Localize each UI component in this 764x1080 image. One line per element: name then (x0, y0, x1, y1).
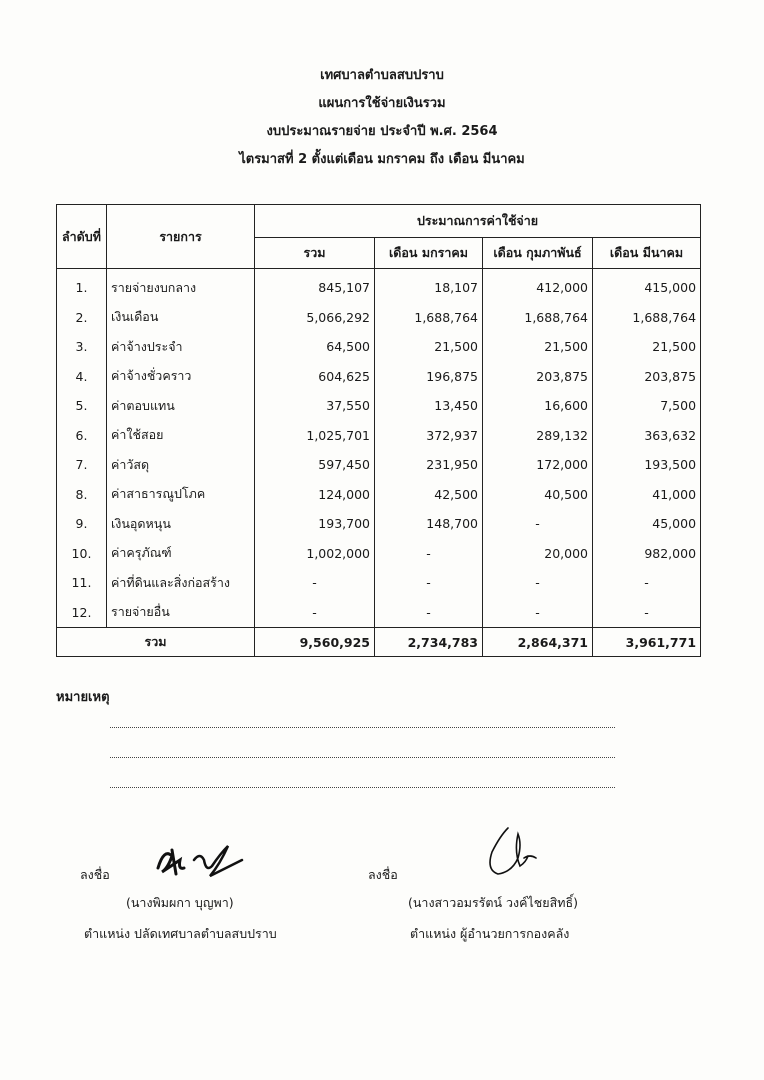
right-signer-position: ตำแหน่ง ผู้อำนวยการกองคลัง (410, 926, 570, 941)
remarks-line (110, 727, 615, 728)
row-total: 845,107 (255, 269, 375, 303)
row-item: ค่าจ้างประจำ (107, 332, 255, 362)
table-row (57, 568, 701, 598)
row-march: 203,875 (593, 362, 701, 392)
row-february: 16,600 (483, 391, 593, 421)
row-february: 1,688,764 (483, 303, 593, 333)
row-item: ค่าสาธารณูปโภค (107, 480, 255, 510)
row-number: 1. (57, 269, 107, 303)
row-number: 6. (57, 421, 107, 451)
table-row (57, 391, 701, 421)
table-row (57, 509, 701, 539)
row-number: 8. (57, 480, 107, 510)
row-total: 37,550 (255, 391, 375, 421)
row-february: 203,875 (483, 362, 593, 392)
header-february: เดือน กุมภาพันธ์ (483, 238, 593, 269)
header-march: เดือน มีนาคม (593, 238, 701, 269)
row-item: ค่าใช้สอย (107, 421, 255, 451)
row-number: 5. (57, 391, 107, 421)
row-total: - (255, 598, 375, 628)
row-march: - (593, 568, 701, 598)
header-item: รายการ (107, 205, 255, 269)
header-plan-title: แผนการใช้จ่ายเงินรวม (318, 96, 446, 111)
total-label: รวม (57, 628, 255, 657)
left-signer-name: (นางพิมผกา บุญพา) (126, 895, 234, 910)
row-march: 415,000 (593, 269, 701, 303)
right-signature-image (478, 822, 548, 882)
table-row (57, 332, 701, 362)
row-number: 11. (57, 568, 107, 598)
row-january: - (375, 598, 483, 628)
right-signer-name: (นางสาวอมรรัตน์ วงค์ไชยสิทธิ์) (408, 895, 578, 910)
row-march: 41,000 (593, 480, 701, 510)
row-january: 21,500 (375, 332, 483, 362)
row-march: 363,632 (593, 421, 701, 451)
row-february: 40,500 (483, 480, 593, 510)
row-march: 1,688,764 (593, 303, 701, 333)
header-organization: เทศบาลตำบลสบปราบ (320, 68, 444, 83)
row-march: 982,000 (593, 539, 701, 569)
header-estimated-expenses: ประมาณการค่าใช้จ่าย (255, 205, 701, 238)
header-order-number: ลำดับที่ (57, 205, 107, 269)
row-number: 3. (57, 332, 107, 362)
table-row (57, 362, 701, 392)
row-number: 2. (57, 303, 107, 333)
row-february: 172,000 (483, 450, 593, 480)
header-total: รวม (255, 238, 375, 269)
row-february: 412,000 (483, 269, 593, 303)
grand-total: 9,560,925 (255, 628, 375, 657)
row-total: 64,500 (255, 332, 375, 362)
row-item: ค่าวัสดุ (107, 450, 255, 480)
total-row (57, 628, 701, 657)
row-january: - (375, 568, 483, 598)
budget-table (56, 204, 701, 657)
row-total: 597,450 (255, 450, 375, 480)
row-total: 1,025,701 (255, 421, 375, 451)
table-row (57, 598, 701, 628)
row-january: 372,937 (375, 421, 483, 451)
row-total: 193,700 (255, 509, 375, 539)
row-item: ค่าจ้างชั่วคราว (107, 362, 255, 392)
row-january: 231,950 (375, 450, 483, 480)
remarks-line (110, 787, 615, 788)
row-february: - (483, 568, 593, 598)
total-january: 2,734,783 (375, 628, 483, 657)
row-march: 193,500 (593, 450, 701, 480)
row-february: 21,500 (483, 332, 593, 362)
left-sign-label: ลงชื่อ (80, 867, 110, 882)
row-number: 4. (57, 362, 107, 392)
row-item: รายจ่ายงบกลาง (107, 269, 255, 303)
remarks-label: หมายเหตุ (56, 690, 110, 705)
row-number: 10. (57, 539, 107, 569)
row-item: รายจ่ายอื่น (107, 598, 255, 628)
table-row (57, 269, 701, 303)
row-item: ค่าที่ดินและสิ่งก่อสร้าง (107, 568, 255, 598)
left-signature-image (150, 838, 250, 888)
row-item: เงินอุดหนุน (107, 509, 255, 539)
table-row (57, 450, 701, 480)
row-january: 196,875 (375, 362, 483, 392)
row-total: 604,625 (255, 362, 375, 392)
remarks-line (110, 757, 615, 758)
header-january: เดือน มกราคม (375, 238, 483, 269)
document-header (0, 62, 764, 174)
row-february: - (483, 509, 593, 539)
left-signer-position: ตำแหน่ง ปลัดเทศบาลตำบลสบปราบ (84, 926, 277, 941)
row-total: 5,066,292 (255, 303, 375, 333)
total-march: 3,961,771 (593, 628, 701, 657)
row-total: 124,000 (255, 480, 375, 510)
row-number: 7. (57, 450, 107, 480)
row-item: ค่าครุภัณฑ์ (107, 539, 255, 569)
row-item: ค่าตอบแทน (107, 391, 255, 421)
row-march: 45,000 (593, 509, 701, 539)
header-budget-year: งบประมาณรายจ่าย ประจำปี พ.ศ. 2564 (266, 124, 498, 139)
row-january: 13,450 (375, 391, 483, 421)
row-february: - (483, 598, 593, 628)
budget-table-body (57, 269, 701, 628)
row-february: 289,132 (483, 421, 593, 451)
row-total: 1,002,000 (255, 539, 375, 569)
right-sign-label: ลงชื่อ (368, 867, 398, 882)
row-march: 7,500 (593, 391, 701, 421)
table-row (57, 421, 701, 451)
row-march: 21,500 (593, 332, 701, 362)
row-january: - (375, 539, 483, 569)
row-number: 9. (57, 509, 107, 539)
header-quarter: ไตรมาสที่ 2 ตั้งแต่เดือน มกราคม ถึง เดือน มีนาคม (239, 152, 525, 167)
row-january: 42,500 (375, 480, 483, 510)
table-row (57, 480, 701, 510)
row-total: - (255, 568, 375, 598)
table-row (57, 303, 701, 333)
row-january: 148,700 (375, 509, 483, 539)
table-row (57, 539, 701, 569)
row-march: - (593, 598, 701, 628)
row-item: เงินเดือน (107, 303, 255, 333)
row-february: 20,000 (483, 539, 593, 569)
row-number: 12. (57, 598, 107, 628)
row-january: 18,107 (375, 269, 483, 303)
row-january: 1,688,764 (375, 303, 483, 333)
total-february: 2,864,371 (483, 628, 593, 657)
